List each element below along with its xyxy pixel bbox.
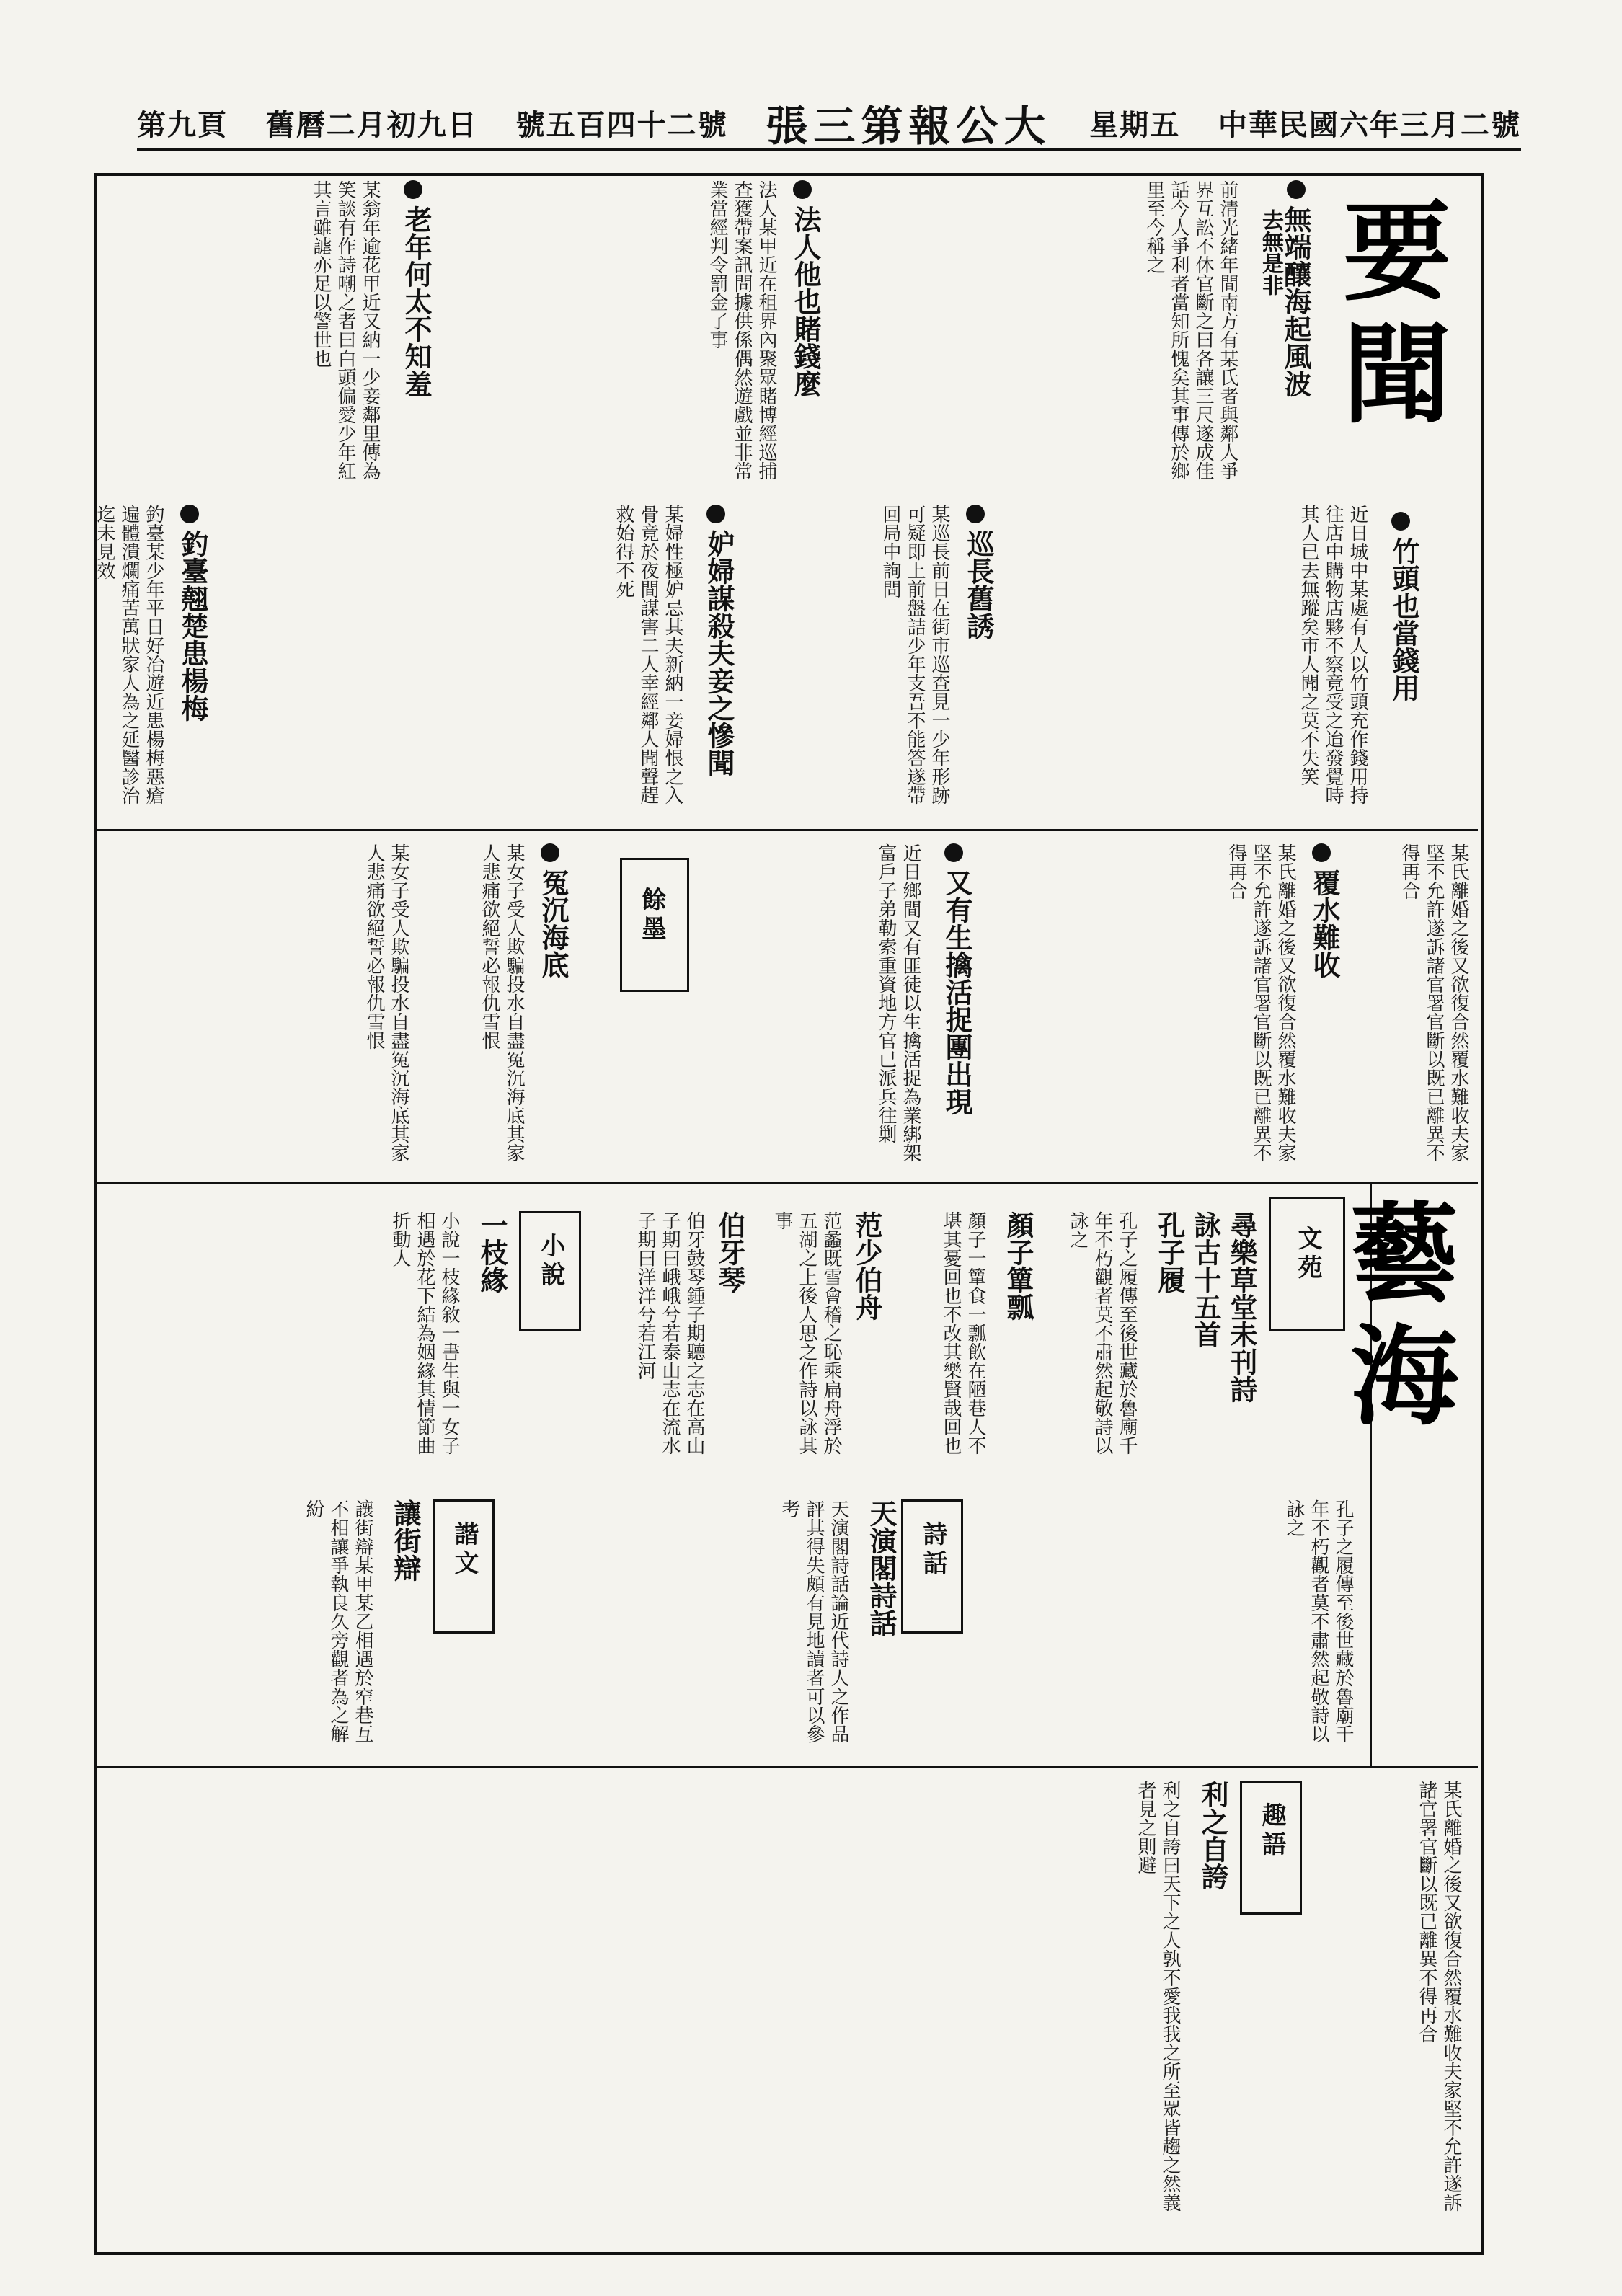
poem-body: 孔子之履傳至後世藏於魯廟千年不朽觀者莫不肅然起敬詩以詠之: [1067, 1211, 1138, 1455]
bullet-icon: [1391, 512, 1410, 531]
bullet-icon: [404, 180, 422, 199]
poem-body: 范蠡既雪會稽之恥乘扁舟浮於五湖之上後人思之作詩以詠其事: [771, 1211, 842, 1455]
section-title-news: 要聞: [1324, 195, 1451, 440]
poem-body: 伯牙鼓琴鍾子期聽之志在高山子期曰峨峨兮若泰山志在流水子期曰洋洋兮若江河: [634, 1211, 705, 1455]
paper-title: 張三第報公大: [766, 102, 1052, 151]
column-body: 某氏離婚之後又欲復合然覆水難收夫家堅不允許遂訴諸官署官斷以既已離異不得再合: [1416, 1781, 1462, 2212]
headline: 無端釀海起風波: [1280, 205, 1312, 397]
box-label: 趣語: [1257, 1802, 1286, 1860]
column-title: 天演閣詩話: [865, 1499, 898, 1636]
box-label: 小說: [536, 1233, 565, 1290]
article-body: 某婦性極妒忌其夫新納一妾婦恨之入骨竟於夜間謀害二人幸經鄰人聞聲趕救始得不死: [613, 505, 683, 805]
bullet-icon: [1312, 843, 1331, 862]
page-number: 第九頁: [137, 107, 228, 142]
column-body: 利之自誇曰天下之人孰不愛我我之所至眾皆趨之然義者見之則避: [1135, 1781, 1181, 2212]
article-body: 某女子受人欺騙投水自盡冤沉海底其家人悲痛欲絕誓必報仇雪恨: [363, 843, 409, 1162]
divider: [94, 1182, 1478, 1184]
issue-number: 號五百四十二號: [515, 107, 728, 142]
column-body: 讓街辯某甲某乙相遇於窄巷互不相讓爭執良久旁觀者為之解紛: [303, 1499, 373, 1743]
section-title-arts: 藝海: [1331, 1197, 1458, 1442]
divider: [94, 1766, 1478, 1768]
bullet-icon: [180, 505, 199, 523]
poem-title: 詠古十五首: [1189, 1211, 1222, 1348]
headline: 妒婦謀殺夫妾之慘聞: [703, 530, 735, 776]
weekday: 星期五: [1089, 107, 1181, 142]
article-body: 前清光緒年間南方有某氏者與鄰人爭界互訟不休官斷之曰各讓三尺遂成佳話今人爭利者當知所愧矣其事傳於鄉里至今稱之: [1143, 180, 1238, 480]
article-body: 某女子受人欺騙投水自盡冤沉海底其家人悲痛欲絕誓必報仇雪恨: [479, 843, 525, 1162]
bullet-icon: [541, 843, 559, 862]
article-body: 法人某甲近在租界內聚眾賭博經巡捕查獲帶案訊問據供係偶然遊戲並非常業當經判令罰金了事: [706, 180, 777, 480]
article-body: 某氏離婚之後又欲復合然覆水難收夫家堅不允許遂訴諸官署官斷以既已離異不得再合: [1399, 843, 1469, 1162]
column-title: 利之自誇: [1197, 1781, 1229, 1890]
headline: 老年何太不知羞: [400, 205, 433, 397]
headline: 竹頭也當錢用: [1388, 537, 1420, 701]
bullet-icon: [706, 505, 725, 523]
headline: 法人他也賭錢麼: [789, 205, 822, 397]
box-label: 詩話: [918, 1521, 947, 1579]
poem-title: 伯牙琴: [714, 1211, 746, 1293]
bullet-icon: [944, 843, 963, 862]
article-body: 近日城中某處有人以竹頭充作錢用持往店中購物店夥不察竟受之迨發覺時其人已去無蹤矣市人聞之莫不失笑: [1298, 505, 1368, 805]
headline: 又有生擒活捉團出現: [941, 869, 973, 1115]
column-title: 讓街辯: [389, 1499, 422, 1582]
headline: 巡長舊誘: [962, 530, 995, 639]
headline: 釣臺翹楚患楊梅: [177, 530, 209, 722]
box-label: 文苑: [1293, 1225, 1322, 1283]
subheading: 去無是非: [1258, 209, 1283, 296]
column-body: 天演閣詩話論近代詩人之作品評其得失頗有見地讀者可以參考: [779, 1499, 849, 1743]
headline: 覆水難收: [1308, 869, 1341, 978]
poem-title: 顏子簞瓢: [1002, 1211, 1034, 1321]
gregorian-date: 中華民國六年三月二號: [1218, 107, 1521, 142]
bullet-icon: [966, 505, 985, 523]
masthead-bar: [137, 97, 1521, 151]
poem-body: 顏子一簞食一瓢飲在陋巷人不堪其憂回也不改其樂賢哉回也: [940, 1211, 986, 1455]
poem-body: 孔子之履傳至後世藏於魯廟千年不朽觀者莫不肅然起敬詩以詠之: [1283, 1499, 1354, 1743]
bullet-icon: [793, 180, 812, 199]
story-body: 小說一枝緣敘一書生與一女子相遇於花下結為姻緣其情節曲折動人: [389, 1211, 460, 1455]
lunar-date: 舊曆二月初九日: [265, 107, 478, 142]
story-title: 一枝緣: [476, 1211, 508, 1293]
poem-title: 尋樂草堂未刊詩: [1226, 1211, 1258, 1403]
poem-title: 孔子履: [1153, 1211, 1186, 1293]
bullet-icon: [1287, 180, 1306, 199]
divider: [94, 829, 1478, 831]
poem-title: 范少伯舟: [851, 1211, 883, 1321]
box-label: 餘墨: [637, 887, 666, 944]
article-body: 某巡長前日在街市巡查見一少年形跡可疑即上前盤詰少年支吾不能答遂帶回局中詢問: [879, 505, 950, 805]
headline: 冤沉海底: [537, 869, 570, 978]
article-body: 某氏離婚之後又欲復合然覆水難收夫家堅不允許遂訴諸官署官斷以既已離異不得再合: [1226, 843, 1296, 1162]
article-body: 近日鄉間又有匪徒以生擒活捉為業綁架富戶子弟勒索重資地方官已派兵往剿: [875, 843, 921, 1162]
article-body: 某翁年逾花甲近又納一少妾鄰里傳為笑談有作詩嘲之者曰白頭偏愛少年紅其言雖謔亦足以警世也: [310, 180, 381, 480]
box-label: 諧文: [450, 1521, 479, 1579]
article-body: 釣臺某少年平日好冶遊近患楊梅惡瘡遍體潰爛痛苦萬狀家人為之延醫診治迄未見效: [94, 505, 164, 805]
